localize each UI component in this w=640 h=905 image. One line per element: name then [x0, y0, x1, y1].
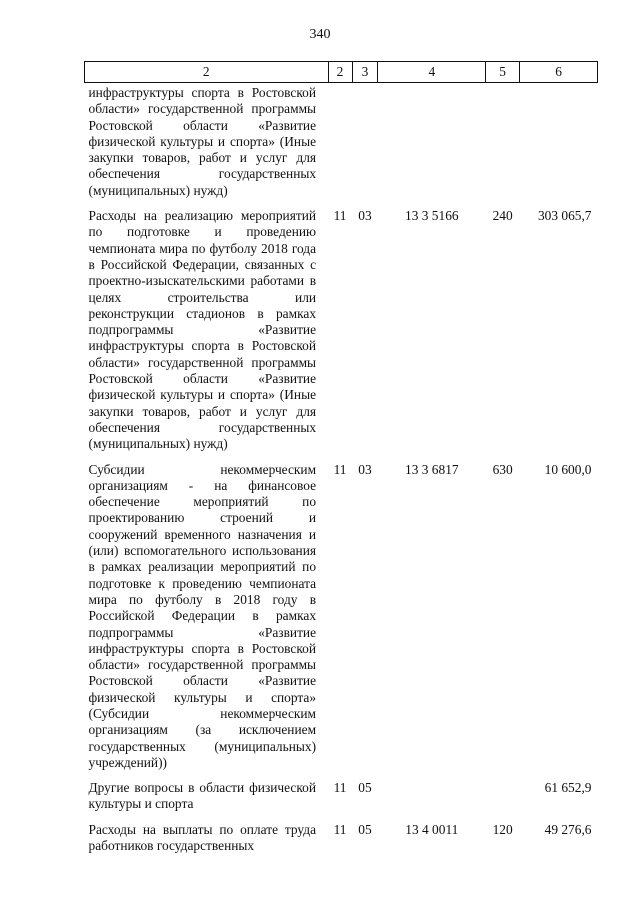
header-col-section: 2 — [328, 62, 352, 83]
row-subsection: 05 — [358, 780, 372, 796]
row-section: 11 — [333, 821, 347, 837]
row-section — [328, 83, 352, 208]
row-amount: 303 065,7 — [537, 208, 592, 224]
row-subsection: 03 — [358, 208, 372, 224]
row-subsection — [352, 83, 378, 208]
table-row — [85, 207, 598, 460]
row-amount: 49 276,6 — [544, 821, 592, 837]
table-row — [85, 83, 598, 208]
row-amount: 61 652,9 — [544, 780, 592, 796]
header-row — [85, 62, 598, 83]
header-col-amount: 6 — [520, 62, 598, 83]
page-number: 340 — [309, 27, 331, 42]
row-target-article: 13 3 5166 — [405, 208, 459, 224]
row-subsection: 05 — [358, 821, 372, 837]
budget-table — [84, 61, 598, 862]
row-amount — [520, 83, 598, 208]
row-expense-type: 240 — [492, 208, 513, 224]
row-target-article: 13 4 0011 — [405, 821, 459, 837]
row-expense-type: 630 — [492, 461, 513, 477]
row-expense-type — [486, 779, 520, 821]
header-col-target-article: 4 — [378, 62, 486, 83]
row-target-article — [378, 779, 486, 821]
header-col-subsection: 3 — [352, 62, 378, 83]
table-row — [85, 779, 598, 821]
row-section: 11 — [333, 461, 347, 477]
row-description: Расходы на реализацию мероприятий по подготовке и проведению чемпионата мира по футболу 2018 года в Российской Федерации, связанных с проектно-изыскательскими работами в целях строительства или реконструкции стадионов в рамках подпрограммы «Развитие инфраструктуры спорта в Ростовской области» государственной программы Ростовской области «Развитие физической культуры и спорта» (Иные закупки товаров, работ и услуг для обеспечения государственных (муниципальных) нужд) — [88, 208, 317, 452]
row-target-article: 13 3 6817 — [405, 461, 459, 477]
row-description: инфраструктуры спорта в Ростовской области» государственной программы Ростовской области «Развитие физической культуры и спорта» (Иные закупки товаров, работ и услуг для обеспечения государственных (муниципальных) нужд) — [88, 85, 317, 198]
row-description: Расходы на выплаты по оплате труда работников государственных — [88, 821, 317, 854]
row-expense-type: 120 — [492, 821, 513, 837]
row-subsection: 03 — [358, 461, 372, 477]
header-col-description: 2 — [85, 62, 329, 83]
row-expense-type — [486, 83, 520, 208]
row-section: 11 — [333, 780, 347, 796]
row-amount: 10 600,0 — [544, 461, 592, 477]
header-col-expense-type: 5 — [486, 62, 520, 83]
row-description: Другие вопросы в области физической культуры и спорта — [88, 780, 317, 812]
table-row — [85, 461, 598, 780]
row-target-article — [378, 83, 486, 208]
row-description: Субсидии некоммерческим организациям - на финансовое обеспечение мероприятий по проектированию строений и сооружений временного назначения и (или) вспомогательного использования в рамках реализации мероприятий по подготовке к проведению чемпионата мира по футболу в 2018 году в Российской Федерации в рамках подпрограммы «Развитие инфраструктуры спорта в Ростовской области» государственной программы Ростовской области «Развитие физической культуры и спорта» (Субсидии некоммерческим организациям (за исключением государственных (муниципальных) учреждений)) — [88, 461, 317, 770]
row-section: 11 — [333, 208, 347, 224]
table-row — [85, 821, 598, 863]
